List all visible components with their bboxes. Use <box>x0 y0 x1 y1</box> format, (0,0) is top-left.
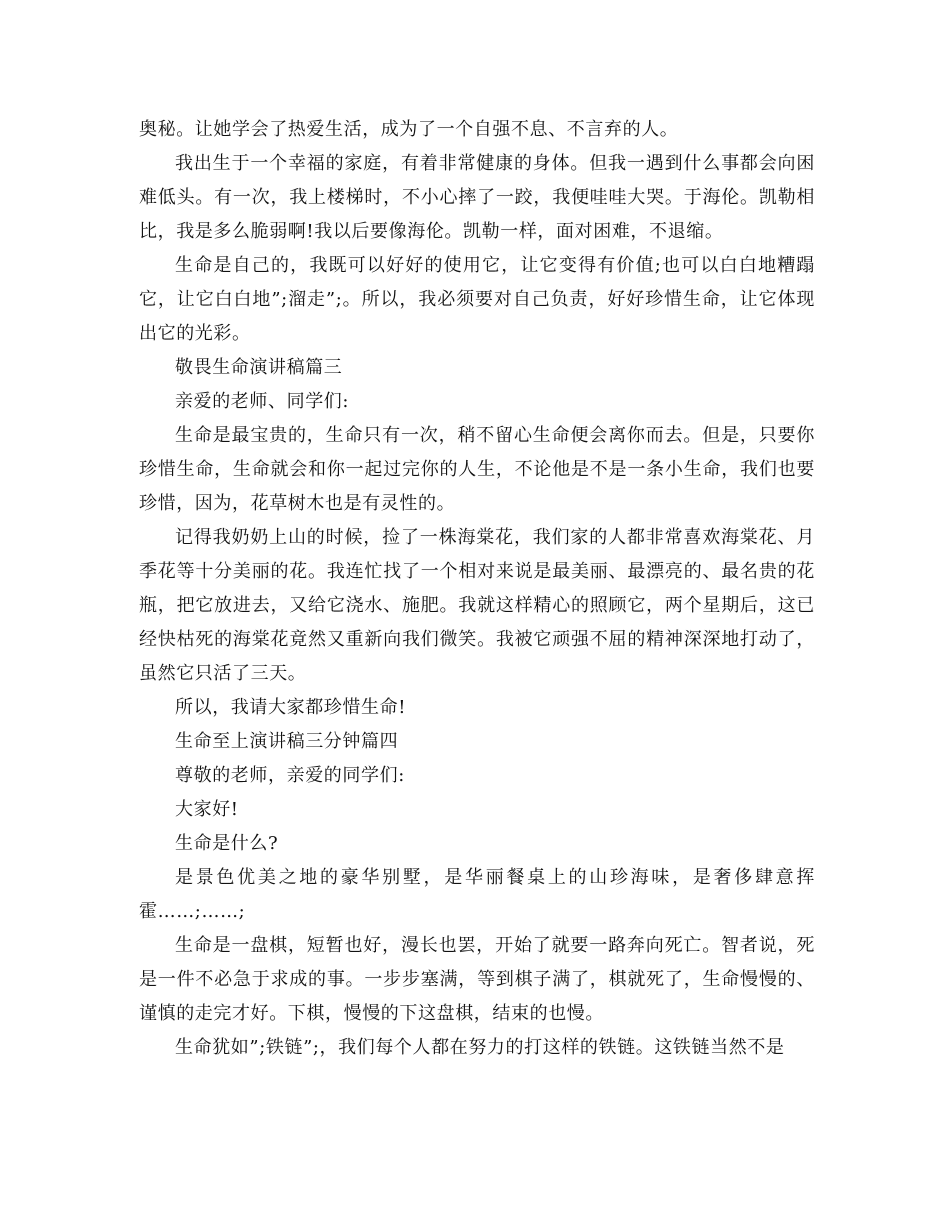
paragraph: 生命犹如”;铁链”;，我们每个人都在努力的打这样的铁链。这铁链当然不是 <box>175 1037 785 1058</box>
paragraph: 生命是一盘棋，短暂也好，漫长也罢，开始了就要一路奔向死亡。智者说，死是一件不必急于求成的事。一步步塞满，等到棋子满了，棋就死了，生命慢慢的、谨慎的走完才好。下棋，慢慢的下这盘棋，结束的也慢。 <box>139 935 815 1024</box>
paragraph: 所以，我请大家都珍惜生命! <box>175 697 407 718</box>
paragraph: 生命是什么? <box>175 833 279 854</box>
greeting: 大家好! <box>175 799 239 820</box>
document-body <box>139 113 815 1065</box>
section-heading: 敬畏生命演讲稿篇三 <box>175 357 343 378</box>
salutation: 亲爱的老师、同学们: <box>175 391 350 412</box>
paragraph: 是景色优美之地的豪华别墅，是华丽餐桌上的山珍海味，是奢侈肆意挥霍……;……; <box>139 867 815 922</box>
paragraph: 生命是最宝贵的，生命只有一次，稍不留心生命便会离你而去。但是，只要你珍惜生命，生命就会和你一起过完你的人生，不论他是不是一条小生命，我们也要珍惜，因为，花草树木也是有灵性的。 <box>139 425 815 514</box>
paragraph: 我出生于一个幸福的家庭，有着非常健康的身体。但我一遇到什么事都会向困难低头。有一次，我上楼梯时，不小心摔了一跤，我便哇哇大哭。于海伦。凯勒相比，我是多么脆弱啊!我以后要像海伦。凯勒一样，面对困难，不退缩。 <box>139 153 815 242</box>
paragraph-continuation: 奥秘。让她学会了热爱生活，成为了一个自强不息、不言弃的人。 <box>139 119 679 140</box>
salutation: 尊敬的老师，亲爱的同学们: <box>175 765 405 786</box>
paragraph: 记得我奶奶上山的时候，捡了一株海棠花，我们家的人都非常喜欢海棠花、月季花等十分美丽的花。我连忙找了一个相对来说是最美丽、最漂亮的、最名贵的花瓶，把它放进去，又给它浇水、施肥。我就这样精心的照顾它，两个星期后，这已经快枯死的海棠花竟然又重新向我们微笑。我被它顽强不屈的精神深深地打动了，虽然它只活了三天。 <box>139 527 815 684</box>
paragraph: 生命是自己的，我既可以好好的使用它，让它变得有价值;也可以白白地糟蹋它，让它白白地”;溜走”;。所以，我必须要对自己负责，好好珍惜生命，让它体现出它的光彩。 <box>139 255 815 344</box>
section-heading: 生命至上演讲稿三分钟篇四 <box>175 731 399 752</box>
